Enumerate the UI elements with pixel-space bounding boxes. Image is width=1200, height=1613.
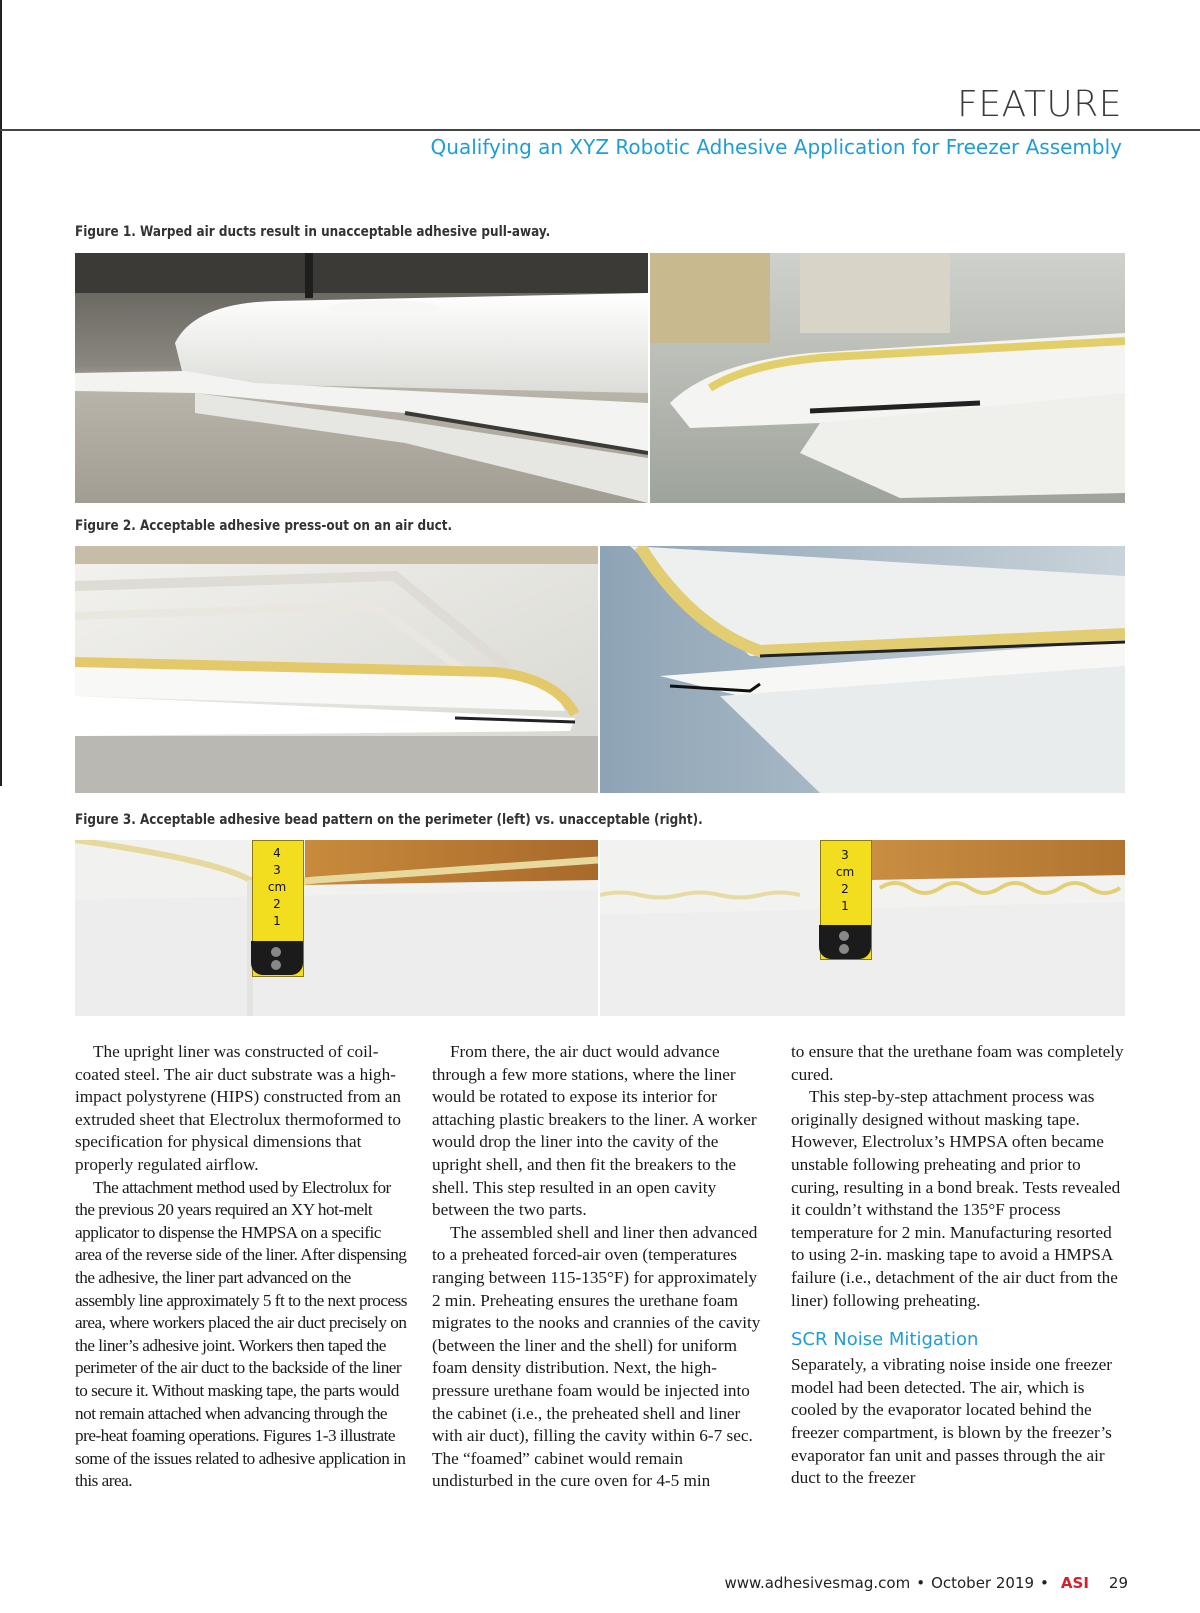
figure-3-caption: Figure 3. Acceptable adhesive bead pattern on the perimeter (left) vs. unacceptable (right). <box>75 812 703 828</box>
body-paragraph: This step-by-step attachment process was originally designed without masking tape. However, Electrolux’s HMPSA often became unstable following preheating and prior to curing, resulting in a bond break. Tests revealed it couldn’t withstand the 135°F process temperature for 2 min. Manufacturing resorted to using 2-in. masking tape to avoid a HMPSA failure (i.e., detachment of the air duct from the liner) following preheating. <box>791 1087 1121 1310</box>
footer-date: October 2019 <box>931 1574 1035 1592</box>
bullet-separator: • <box>916 1574 926 1592</box>
tape-mark: 4 <box>273 846 281 860</box>
header-rule <box>0 129 1200 131</box>
page-number: 29 <box>1108 1574 1128 1592</box>
tape-mark: cm <box>835 865 855 879</box>
body-paragraph: to ensure that the urethane foam was completely cured. <box>791 1042 1124 1084</box>
tape-measure-right <box>820 840 872 960</box>
figure-3-left-photo <box>75 840 598 1016</box>
tape-mark: cm <box>267 880 287 894</box>
article-column-2 <box>432 1041 767 1493</box>
tape-mark: 2 <box>841 882 849 896</box>
body-paragraph: The assembled shell and liner then advanced to a preheated forced-air oven (temperatures ranging between 115-135°F) for approximately 2 min. Preheating ensures the urethane foam migrates to the nooks and crannies of the cavity (between the liner and the shell) for uniform foam density distribution. Next, the high-pressure urethane foam would be injected into the cabinet (i.e., the preheated shell and liner with air duct), filling the cavity within 6-7 sec. The “foamed” cabinet would remain undisturbed in the cure oven for 4-5 min <box>432 1222 761 1491</box>
footer-brand: ASI <box>1060 1574 1089 1592</box>
section-heading: SCR Noise Mitigation <box>791 1329 979 1351</box>
body-paragraph: The attachment method used by Electrolux for the previous 20 years required an XY hot-melt applicator to dispense the HMPSA on a specific area of the reverse side of the liner. After dispensing the adhesive, the liner part advanced on the assembly line approximately 5 ft to the next process area, where workers placed the air duct precisely on the liner’s adhesive joint. Workers then taped the perimeter of the air duct to the backside of the liner to secure it. Without masking tape, the parts would not remain attached when advancing through the pre-heat foaming operations. Figures 1-3 illustrate some of the issues related to adhesive application in this area. <box>75 1177 407 1491</box>
tape-mark: 3 <box>273 863 281 877</box>
figure-1-left-photo <box>75 253 648 503</box>
body-paragraph: The upright liner was constructed of coil-coated steel. The air duct substrate was a high-impact polystyrene (HIPS) constructed from an extruded sheet that Electrolux thermoformed to specification for physical dimensions that properly regulated airflow. <box>75 1042 402 1174</box>
tape-mark: 2 <box>273 897 281 911</box>
tape-mark: 3 <box>841 848 849 862</box>
figure-2-left-photo <box>75 546 598 793</box>
tape-mark: 1 <box>273 914 281 928</box>
body-paragraph: From there, the air duct would advance through a few more stations, where the liner would be rotated to expose its interior for attaching plastic breakers to the liner. A worker would drop the liner into the cavity of the upright shell, and then fit the breakers to the shell. This step resulted in an open cavity between the two parts. <box>432 1042 757 1220</box>
tape-hook-icon <box>819 925 871 959</box>
bullet-separator: • <box>1040 1574 1049 1592</box>
figure-2-right-photo <box>600 546 1125 793</box>
tape-measure-left <box>252 840 304 977</box>
article-subtitle: Qualifying an XYZ Robotic Adhesive Application for Freezer Assembly <box>430 135 1122 159</box>
tape-hook-icon <box>251 941 303 975</box>
body-paragraph: Separately, a vibrating noise inside one freezer model had been detected. The air, which is cooled by the evaporator located behind the freezer compartment, is blown by the freezer’s evaporator fan unit and passes through the air duct to the freezer <box>791 1355 1113 1488</box>
tape-mark: 1 <box>841 899 849 913</box>
article-column-3 <box>791 1041 1126 1490</box>
article-column-1 <box>75 1041 410 1493</box>
page-footer <box>725 1574 1128 1592</box>
left-margin-rule <box>0 0 2 786</box>
figure-3-right-photo <box>600 840 1125 1016</box>
figure-1-caption: Figure 1. Warped air ducts result in unacceptable adhesive pull-away. <box>75 224 551 240</box>
section-label: FEATURE <box>957 84 1122 125</box>
figure-2-caption: Figure 2. Acceptable adhesive press-out on an air duct. <box>75 518 453 534</box>
footer-url: www.adhesivesmag.com <box>724 1574 911 1592</box>
figure-1-right-photo <box>650 253 1125 503</box>
